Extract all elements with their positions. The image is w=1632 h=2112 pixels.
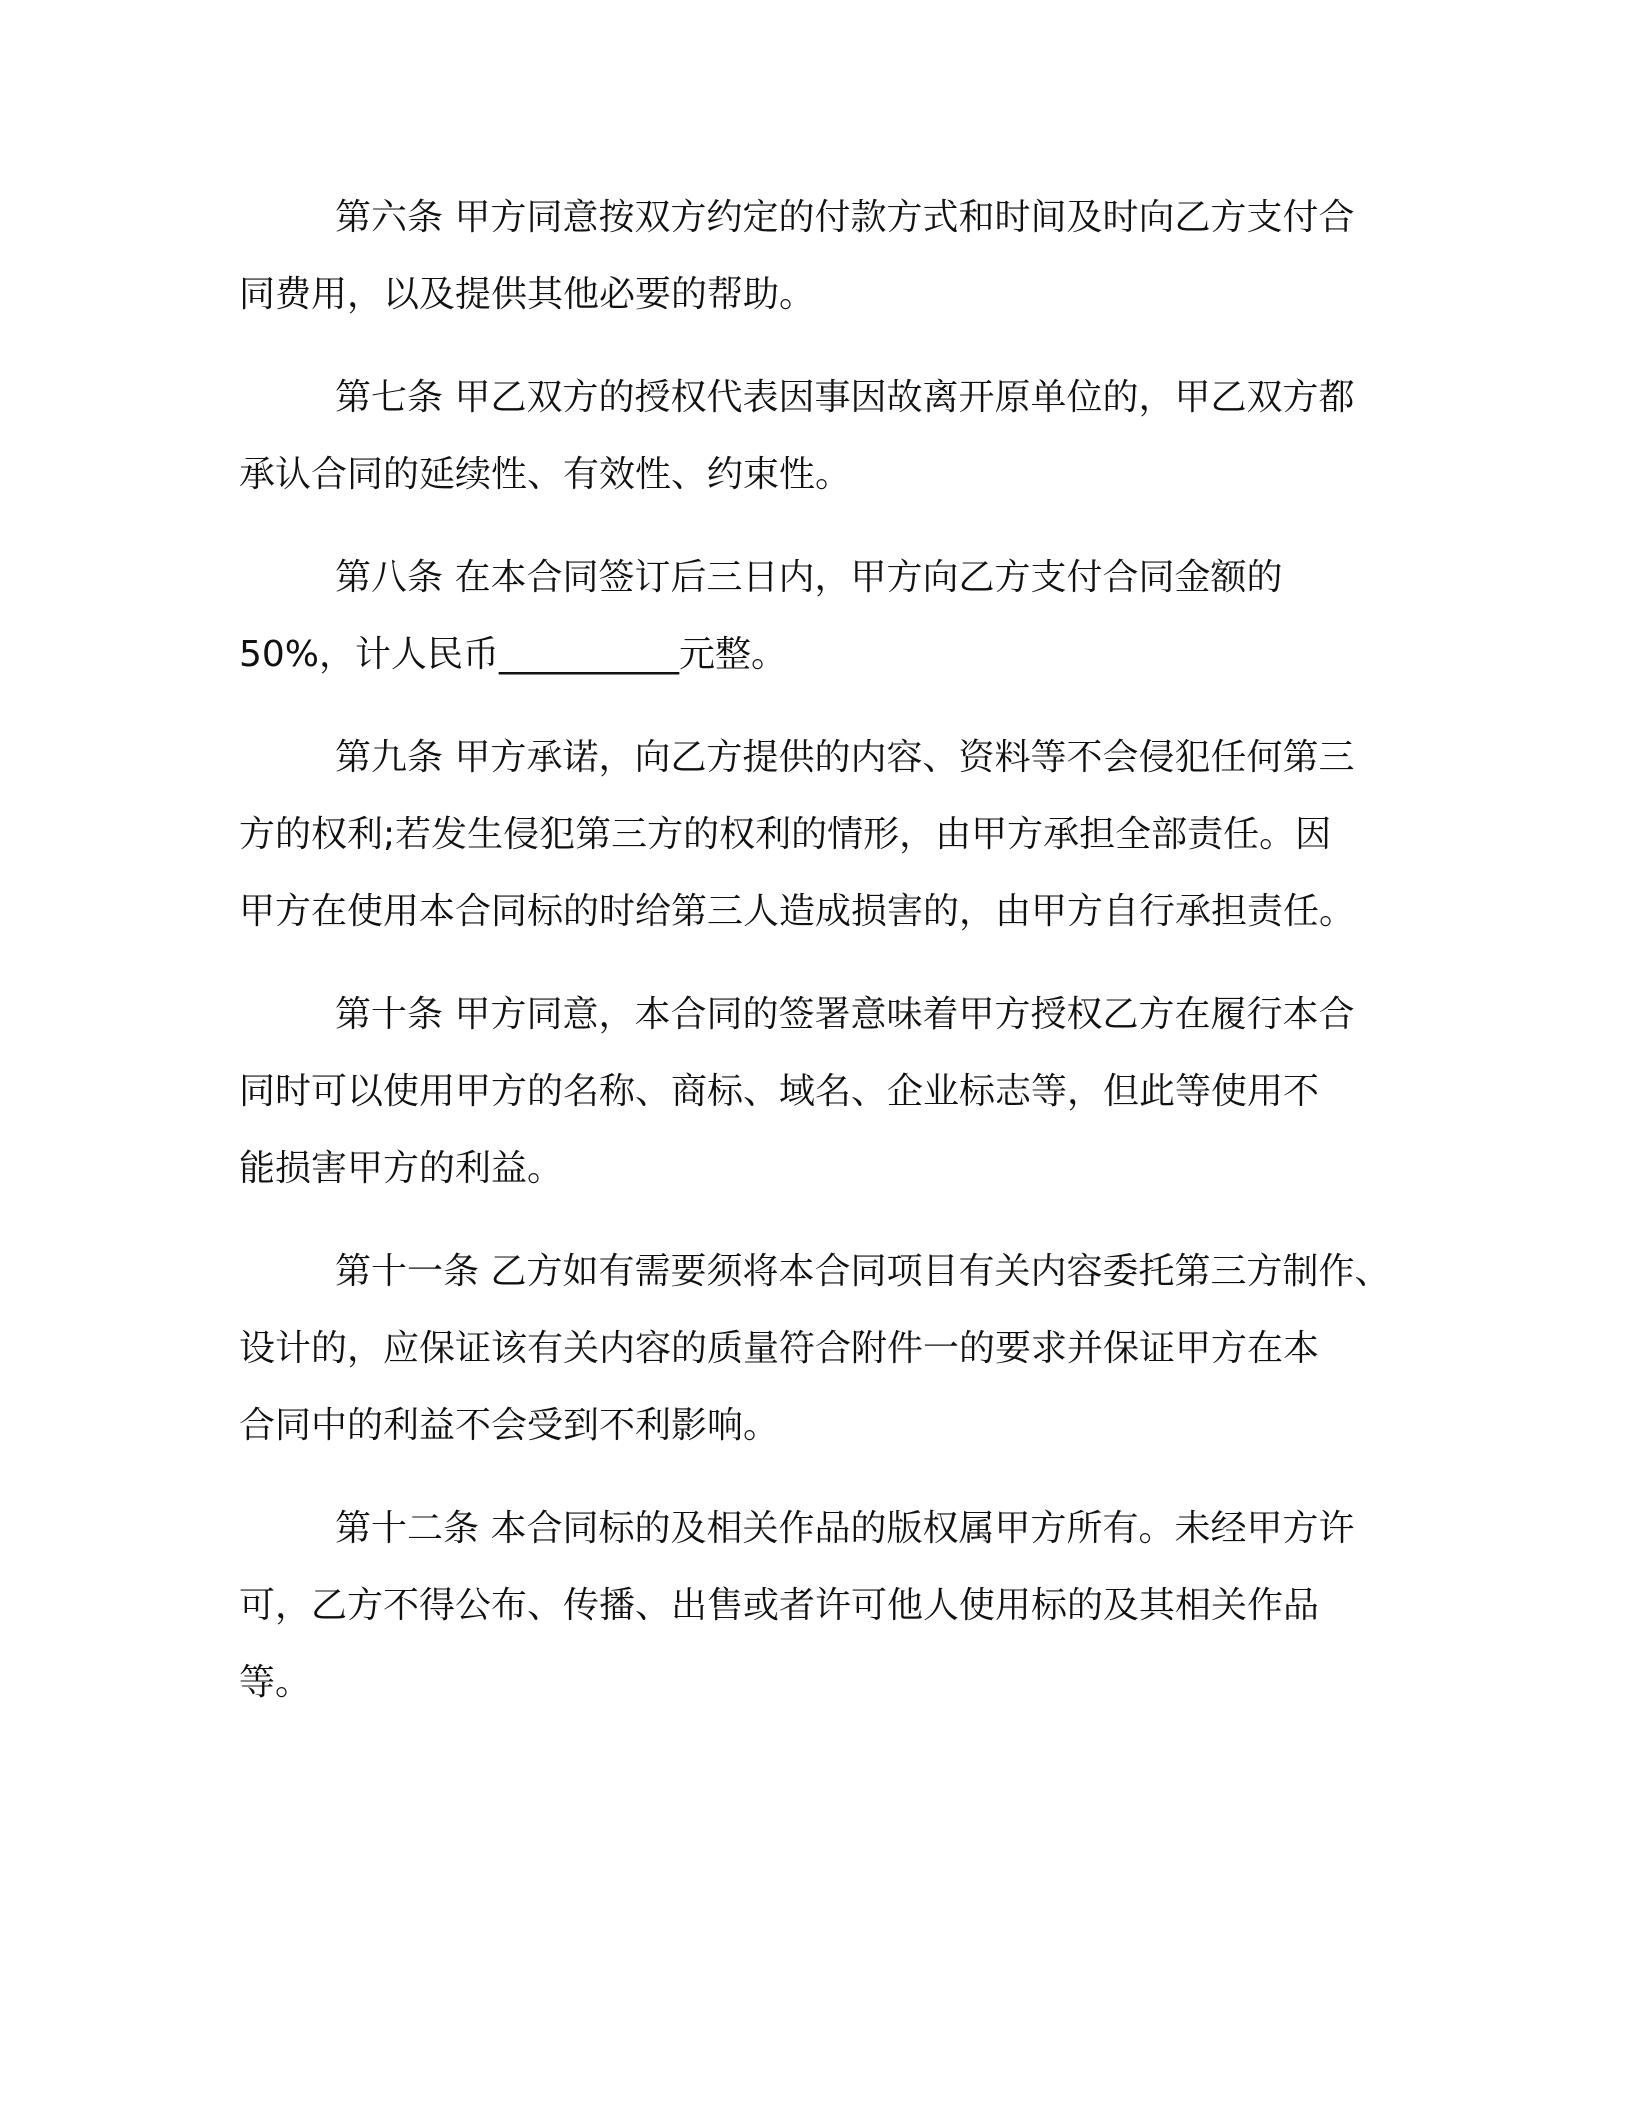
clause-line: 设计的，应保证该有关内容的质量符合附件一的要求并保证甲方在本 [239,1328,1320,1369]
clause-line: 第十一条 乙方如有需要须将本合同项目有关内容委托第三方制作、 [335,1251,1391,1292]
clause-line: 方的权利;若发生侵犯第三方的权利的情形，由甲方承担全部责任。因 [239,814,1332,855]
clause-line: 合同中的利益不会受到不利影响。 [239,1405,780,1446]
clause-line: 同费用，以及提供其他必要的帮助。 [239,274,816,315]
clause-line: 第十二条 本合同标的及相关作品的版权属甲方所有。未经甲方许 [335,1508,1355,1549]
clause-line: 50%，计人民币__________元整。 [239,634,788,675]
clause-line: 同时可以使用甲方的名称、商标、域名、企业标志等，但此等使用不 [239,1071,1320,1112]
clause-line: 甲方在使用本合同标的时给第三人造成损害的，由甲方自行承担责任。 [239,891,1356,932]
clause-line: 可，乙方不得公布、传播、出售或者许可他人使用标的及其相关作品 [239,1585,1320,1626]
clause-line: 第六条 甲方同意按双方约定的付款方式和时间及时向乙方支付合 [335,197,1355,238]
clause-line: 第八条 在本合同签订后三日内，甲方向乙方支付合同金额的 [335,557,1283,598]
clause-line: 第十条 甲方同意，本合同的签署意味着甲方授权乙方在履行本合 [335,994,1355,1035]
clause-line: 等。 [239,1662,312,1703]
clause-line: 第九条 甲方承诺，向乙方提供的内容、资料等不会侵犯任何第三 [335,737,1355,778]
clause-line: 第七条 甲乙双方的授权代表因事因故离开原单位的，甲乙双方都 [335,377,1355,418]
clause-line: 承认合同的延续性、有效性、约束性。 [239,454,852,495]
clause-line: 能损害甲方的利益。 [239,1148,564,1189]
